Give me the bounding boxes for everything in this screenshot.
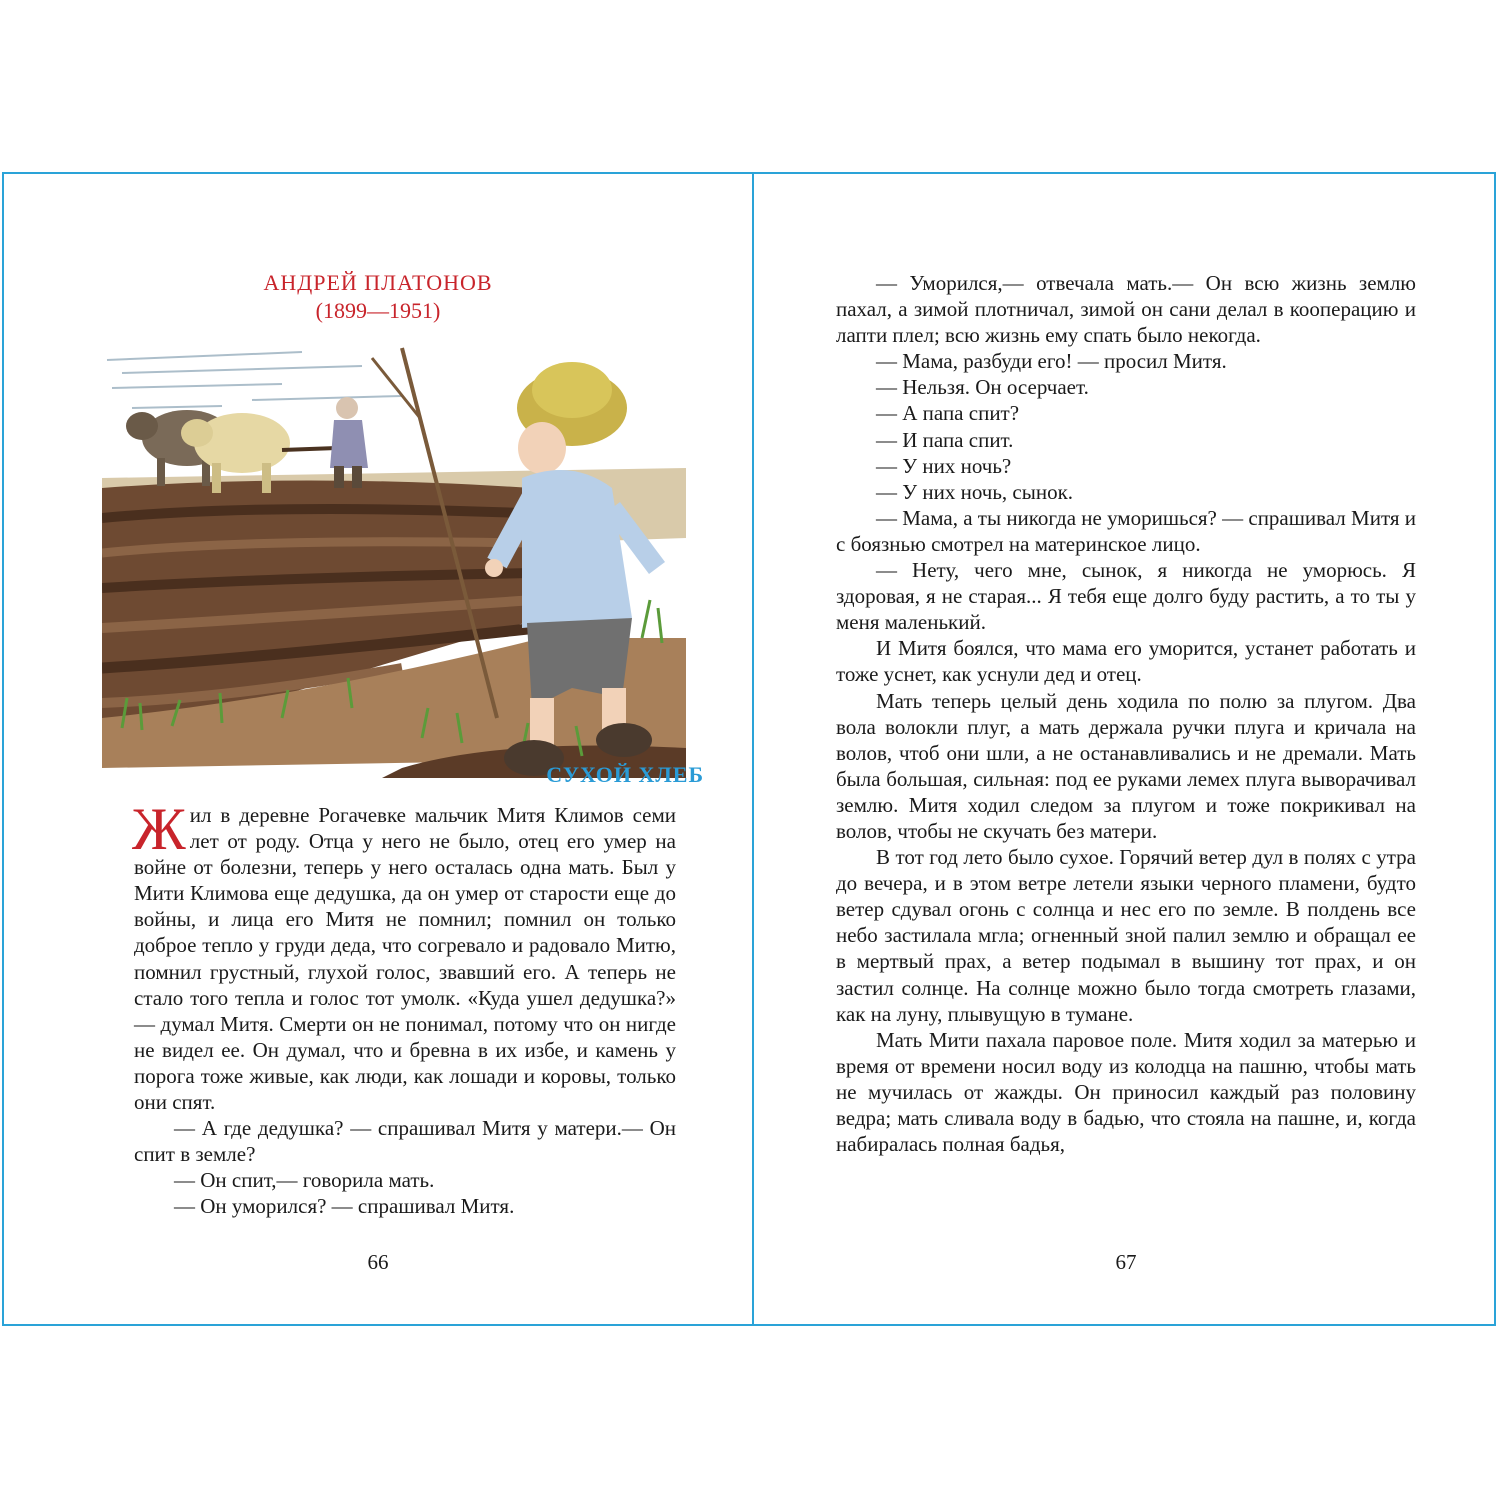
left-page bbox=[4, 174, 752, 1324]
left-page-text bbox=[132, 796, 676, 1220]
paragraph: — Уморился,— отвечала мать.— Он всю жизнь землю пахал, а зимой плотничал, зимой он сани делал в кооперацию и лапти плел; всю жизнь ему спать было некогда. bbox=[836, 271, 1416, 348]
book-spread bbox=[2, 172, 1496, 1326]
paragraph: Мать теперь целый день ходила по полю за плугом. Два вола волокли плуг, а мать держала ручки плуга и кричала на волов, чтоб они шли, а не останавливались и не дремали. Мать была большая, сильная: под ее руками лемех плуга выворачивал землю. Митя ходил следом за плугом и тоже покрикивал на волов, чтобы не скучать без матери. bbox=[836, 688, 1416, 843]
paragraph: — Он спит,— говорила мать. bbox=[174, 1168, 435, 1193]
paragraph: — Мама, разбуди его! — просил Митя. bbox=[876, 349, 1227, 374]
paragraph: Мать Мити пахала паровое поле. Митя ходил за матерью и время от времени носил воду из колодца на пашню, чтобы мать не мучилась от жажды. Он приносил каждый раз половину ведра; мать сливала воду в бадью, что стояла на пашне, и, когда набиралась полная бадья, bbox=[836, 1027, 1416, 1157]
paragraph: — И папа спит. bbox=[876, 427, 1014, 452]
drop-cap: Ж bbox=[132, 796, 186, 862]
paragraph: — А где дедушка? — спрашивал Митя у матери.— Он спит в земле? bbox=[134, 1116, 676, 1167]
right-page bbox=[754, 174, 1498, 1324]
author-name: АНДРЕЙ ПЛАТОНОВ bbox=[263, 270, 493, 295]
paragraph: — У них ночь, сынок. bbox=[876, 479, 1074, 504]
paragraph: — Он уморился? — спрашивал Митя. bbox=[174, 1194, 515, 1219]
paragraph: И Митя боялся, что мама его уморится, устанет работать и тоже уснет, как уснули дед и отец. bbox=[836, 636, 1416, 687]
page-number: 66 bbox=[367, 1250, 389, 1274]
paragraph: — У них ночь? bbox=[876, 453, 1012, 478]
paragraph: В тот год лето было сухое. Горячий ветер дул в полях с утра до вечера, и в этом ветре летели языки черного пламени, будто ветер сдувал огонь с солнца и нес его по земле. В полдень все небо застилала мгла; огненный зной палил землю и обращал ее в мертвый прах, а ветер подымал в вышину тот прах, и он застил солнце. На солнце можно было тогда смотреть глазами, как на луну, плывущую в тумане. bbox=[836, 845, 1416, 1026]
paragraph: ил в деревне Рогачевке мальчик Митя Климов семи лет от роду. Отца у него не было, отец его умер на войне от болезни, теперь у него осталась одна мать. Был у Мити Климова еще дедушка, да он умер от старости еще до войны, и лица его Митя не помнил; помнил он только доброе тепло у груди деда, что согревало и радовало Митю, помнил грустный, глухой голос, звавший его. А теперь не стало того тепла и голос тот умолк. «Куда ушел дедушка?» — думал Митя. Смерти он не понимал, потому что он нигде не видел ее. Он думал, что и бревна в их избе, и камень у порога тоже живые, как люди, как лошади и коровы, только они спят. bbox=[134, 803, 676, 1115]
paragraph: — Нету, чего мне, сынок, я никогда не уморюсь. Я здоровая, я не старая... Я тебя еще долго буду растить, а то ты у меня маленький. bbox=[836, 558, 1416, 635]
paragraph: — Мама, а ты никогда не уморишься? — спрашивал Митя и с боязнью смотрел на материнское лицо. bbox=[836, 505, 1416, 556]
page-number: 67 bbox=[1115, 1250, 1137, 1274]
author-years: (1899—1951) bbox=[315, 298, 441, 323]
paragraph: — Нельзя. Он осерчает. bbox=[876, 375, 1089, 400]
story-title: СУХОЙ ХЛЕБ bbox=[546, 762, 704, 787]
paragraph: — А папа спит? bbox=[876, 401, 1020, 426]
right-page-text bbox=[836, 270, 1416, 1157]
